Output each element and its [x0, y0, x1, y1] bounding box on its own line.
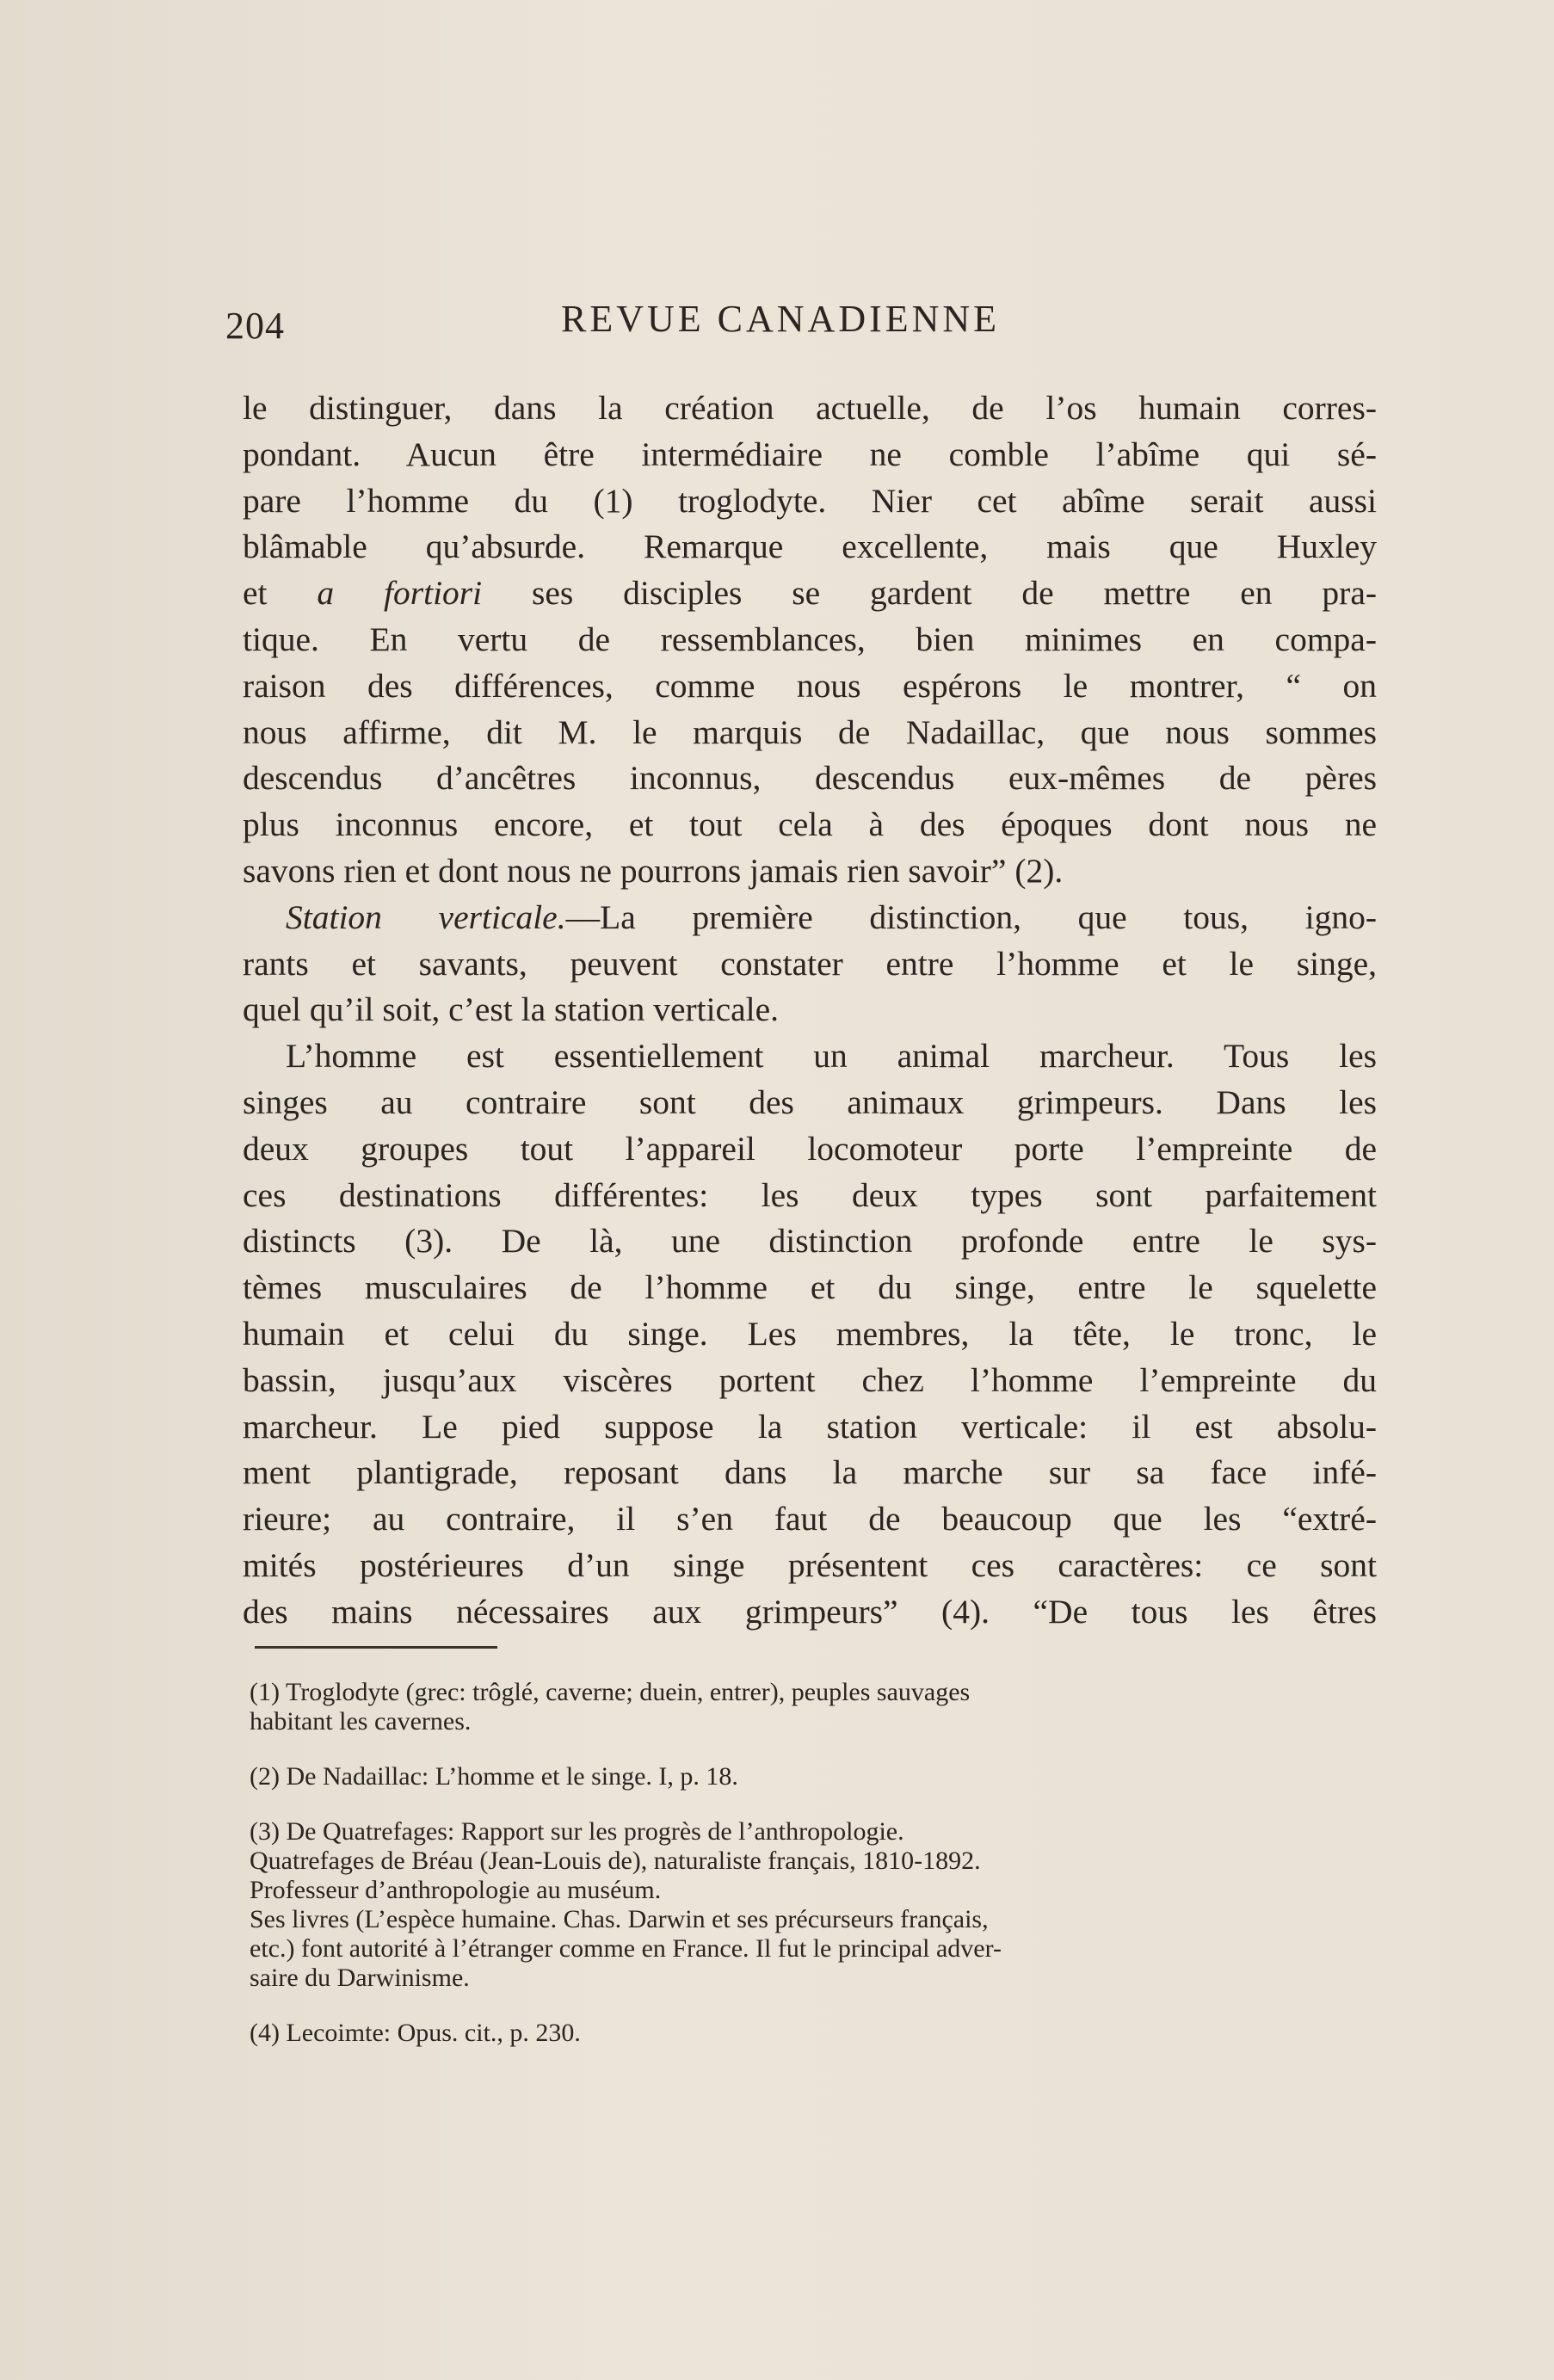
page-header	[225, 297, 1361, 357]
footnote-line: (1) Troglodyte (grec: trôglé, caverne; duein, entrer), peuples sauvages	[250, 1678, 971, 1706]
footnotes	[250, 1678, 1385, 2074]
body-line: ment plantigrade, reposant dans la marche sur sa face infé-	[243, 1453, 1377, 1492]
body-text	[243, 385, 1377, 1636]
body-line: tèmes musculaires de l’homme et du singe, entre le squelette	[243, 1268, 1377, 1307]
body-line: des mains nécessaires aux grimpeurs” (4). “De tous les êtres	[243, 1592, 1377, 1631]
footnote-2	[250, 1762, 1385, 1791]
footnote-line: etc.) font autorité à l’étranger comme en France. Il fut le principal adver-	[250, 1934, 1002, 1963]
body-line: raison des différences, comme nous espérons le montrer, “ on	[243, 666, 1377, 705]
running-title: REVUE CANADIENNE	[561, 298, 1001, 340]
footnote-3	[250, 1817, 1385, 1993]
footnote-line: Professeur d’anthropologie au muséum.	[250, 1876, 662, 1904]
body-line: quel qu’il soit, c’est la station verticale.	[243, 990, 780, 1029]
body-line: descendus d’ancêtres inconnus, descendus eux-mêmes de pères	[243, 759, 1377, 798]
body-line: pare l’homme du (1) troglodyte. Nier cet abîme serait aussi	[243, 481, 1377, 520]
body-line: mités postérieures d’un singe présentent ces caractères: ce sont	[243, 1545, 1377, 1584]
body-line: bassin, jusqu’aux viscères portent chez l’homme l’empreinte du	[243, 1360, 1377, 1399]
footnote-line: (4) Lecoimte: Opus. cit., p. 230.	[250, 2019, 581, 2047]
footnote-4	[250, 2019, 1385, 2048]
body-line	[243, 895, 1377, 941]
body-line: savons rien et dont nous ne pourrons jamais rien savoir” (2).	[243, 851, 1064, 890]
body-line: ces destinations différentes: les deux types sont parfaitement	[243, 1175, 1377, 1214]
body-line: marcheur. Le pied suppose la station verticale: il est absolu-	[243, 1407, 1377, 1446]
body-line: rants et savants, peuvent constater entre l’homme et le singe,	[243, 944, 1377, 983]
footnote-1	[250, 1678, 1385, 1736]
footnote-line: (2) De Nadaillac: L’homme et le singe. I, p. 18.	[250, 1762, 738, 1791]
body-line: tique. En vertu de ressemblances, bien minimes en compa-	[243, 620, 1377, 658]
body-fragment: et	[243, 574, 268, 613]
body-line: singes au contraire sont des animaux grimpeurs. Dans les	[243, 1082, 1377, 1121]
body-line: blâmable qu’absurde. Remarque excellente, mais que Huxley	[243, 527, 1377, 566]
body-line: le distinguer, dans la création actuelle, de l’os humain corres-	[243, 389, 1377, 427]
body-line: L’homme est essentiellement un animal marcheur. Tous les	[286, 1037, 1377, 1076]
italic-phrase: a fortiori	[317, 574, 483, 613]
body-line: rieure; au contraire, il s’en faut de beaucoup que les “extré-	[243, 1500, 1377, 1538]
body-line: distincts (3). De là, une distinction profonde entre le sys-	[243, 1222, 1377, 1261]
body-line	[243, 570, 1377, 617]
body-line: humain et celui du singe. Les membres, la tête, le tronc, le	[243, 1314, 1377, 1353]
body-line: deux groupes tout l’appareil locomoteur porte l’empreinte de	[243, 1129, 1377, 1168]
footnote-line: Ses livres (L’espèce humaine. Chas. Darwin et ses précurseurs français,	[250, 1905, 989, 1933]
footnote-divider	[255, 1646, 497, 1649]
footnote-line: habitant les cavernes.	[250, 1707, 472, 1736]
body-line: plus inconnus encore, et tout cela à des époques dont nous ne	[243, 805, 1377, 844]
body-line: pondant. Aucun être intermédiaire ne comble l’abîme qui sé-	[243, 435, 1377, 473]
footnote-line: (3) De Quatrefages: Rapport sur les progrès de l’anthropologie.	[250, 1817, 904, 1846]
body-fragment: ses disciples se gardent de mettre en pra-	[532, 574, 1377, 613]
section-heading: Station verticale.	[286, 897, 566, 936]
body-line: nous affirme, dit M. le marquis de Nadaillac, que nous sommes	[243, 712, 1377, 751]
body-fragment: —La première distinction, que tous, igno-	[565, 897, 1377, 936]
footnote-line: Quatrefages de Bréau (Jean-Louis de), naturaliste français, 1810-1892.	[250, 1847, 981, 1875]
page-number: 204	[225, 305, 285, 347]
footnote-line: saire du Darwinisme.	[250, 1964, 470, 1992]
